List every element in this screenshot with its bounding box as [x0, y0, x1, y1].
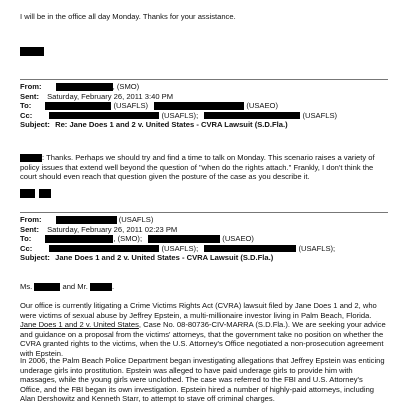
salutation-middle: and Mr.: [62, 282, 88, 291]
email2-sent-label: Sent:: [20, 224, 39, 234]
redacted-name: [56, 216, 117, 224]
email2-cc-part-2: (USAFLS);: [296, 243, 336, 253]
redacted-name: [49, 112, 159, 120]
redacted-name: [49, 245, 159, 253]
salutation-prefix: Ms.: [20, 282, 33, 291]
email1-subject-row: [20, 120, 288, 130]
email2-subject-row: [20, 253, 273, 263]
email2-from-suffix: (USAFLS): [116, 215, 154, 224]
email1-from-label: From:: [20, 82, 42, 91]
email2-to-part-2: (USAEO): [220, 234, 254, 244]
email1-body: [20, 153, 386, 182]
email1-sent-row: [20, 92, 173, 102]
redacted-name: [204, 112, 300, 120]
email2-cc-label: Cc:: [20, 243, 33, 253]
redacted-name: [148, 235, 220, 243]
redacted-name: [204, 245, 296, 253]
email2-to-row: [20, 234, 254, 244]
email2-to-label: To:: [20, 234, 32, 244]
email2-from-row: [20, 215, 153, 225]
email1-from-row: [20, 82, 139, 92]
email1-subject-label: Subject:: [20, 120, 50, 130]
email1-from-suffix: , (SMO): [112, 82, 140, 91]
email1-body-text: : Thanks. Perhaps we should try and find a time to talk on Monday. This scenario raises a variety of policy issues that extend well beyond the question of "when do the rights attach." Frankly, I don't think the court should even reach that question given the posture of the case as you describe it.: [20, 153, 375, 182]
paragraph1-after-case: , Case No. 08-80736-CIV-MARRA (S.D.Fla.). We are seeking your advice and guidance on a proposal from the victims' attorneys, that the government take no position on whether the CVRA granted rights to the victims, when the U.S. Attorney's Office negotiated a non-prosecution agreement with Epstein.: [20, 320, 386, 358]
redacted-name: [20, 154, 42, 162]
email2-sent-row: [20, 225, 177, 235]
redacted-signature-block: [20, 189, 35, 198]
email2-from-label: From:: [20, 215, 42, 224]
email1-divider: [20, 79, 388, 80]
email2-sent-value: Saturday, February 26, 2011 02:23 PM: [47, 224, 178, 234]
redacted-name: [45, 102, 111, 110]
email1-to-part-1: (USAFLS): [111, 101, 149, 111]
body-paragraph-2: In 2006, the Palm Beach Police Department began investigating allegations that Jeffrey Epstein was enticing underage girls into prostitution. Epstein was alleged to have paid underage girls to provide him with massages, while the young girls were unclothed. The case was referred to the FBI and U.S. Attorney's Office, and the FBI began its own investigation. Epstein hired a number of highly-paid attorneys, including Alan Dershowitz and Kenneth Starr, to attempt to stave off criminal charges.: [20, 356, 385, 404]
email2-cc-row: [20, 244, 335, 254]
email2-to-part-1: , (SMO);: [113, 234, 143, 244]
email1-subject-value: Re: Jane Does 1 and 2 v. United States - CVRA Lawsuit (S.D.Fla.): [55, 120, 288, 130]
redacted-signature-block: [39, 189, 51, 198]
email1-sent-label: Sent:: [20, 91, 39, 101]
email2-subject-value: Jane Does 1 and 2 v. United States - CVRA Lawsuit (S.D.Fla.): [55, 253, 274, 263]
email1-to-label: To:: [20, 101, 32, 111]
email1-cc-row: [20, 111, 337, 121]
body-paragraph-1: [20, 301, 386, 359]
top-line: I will be in the office all day Monday. Thanks for your assistance.: [20, 12, 236, 21]
email2-divider: [20, 212, 388, 213]
paragraph1-before-case: Our office is currently litigating a Crime Victims Rights Act (CVRA) lawsuit filed by Jane Does 1 and 2, who were victims of sexual abuse by Jeffrey Epstein, a multi-millionaire investor living in Palm Beach, Florida.: [20, 301, 377, 320]
redacted-name: [34, 283, 60, 291]
email1-cc-part-2: (USAFLS): [300, 110, 338, 120]
email1-to-part-2: (USAEO): [244, 101, 278, 111]
case-name: Jane Does 1 and 2 v. United States: [20, 320, 139, 330]
email2-subject-label: Subject:: [20, 253, 50, 263]
redacted-signature-block: [20, 47, 44, 56]
salutation: [20, 282, 114, 292]
redacted-name: [154, 102, 244, 110]
email1-cc-label: Cc:: [20, 110, 33, 120]
redacted-name: [56, 83, 113, 91]
redacted-name: [90, 282, 115, 291]
salutation-end: .: [111, 282, 115, 291]
redacted-name: [45, 235, 113, 243]
email2-cc-part-1: (USAFLS);: [159, 243, 199, 253]
email1-to-row: [20, 101, 278, 111]
email1-cc-part-1: (USAFLS);: [159, 110, 199, 120]
email1-sent-value: Saturday, February 26, 2011 3:40 PM: [47, 91, 174, 101]
